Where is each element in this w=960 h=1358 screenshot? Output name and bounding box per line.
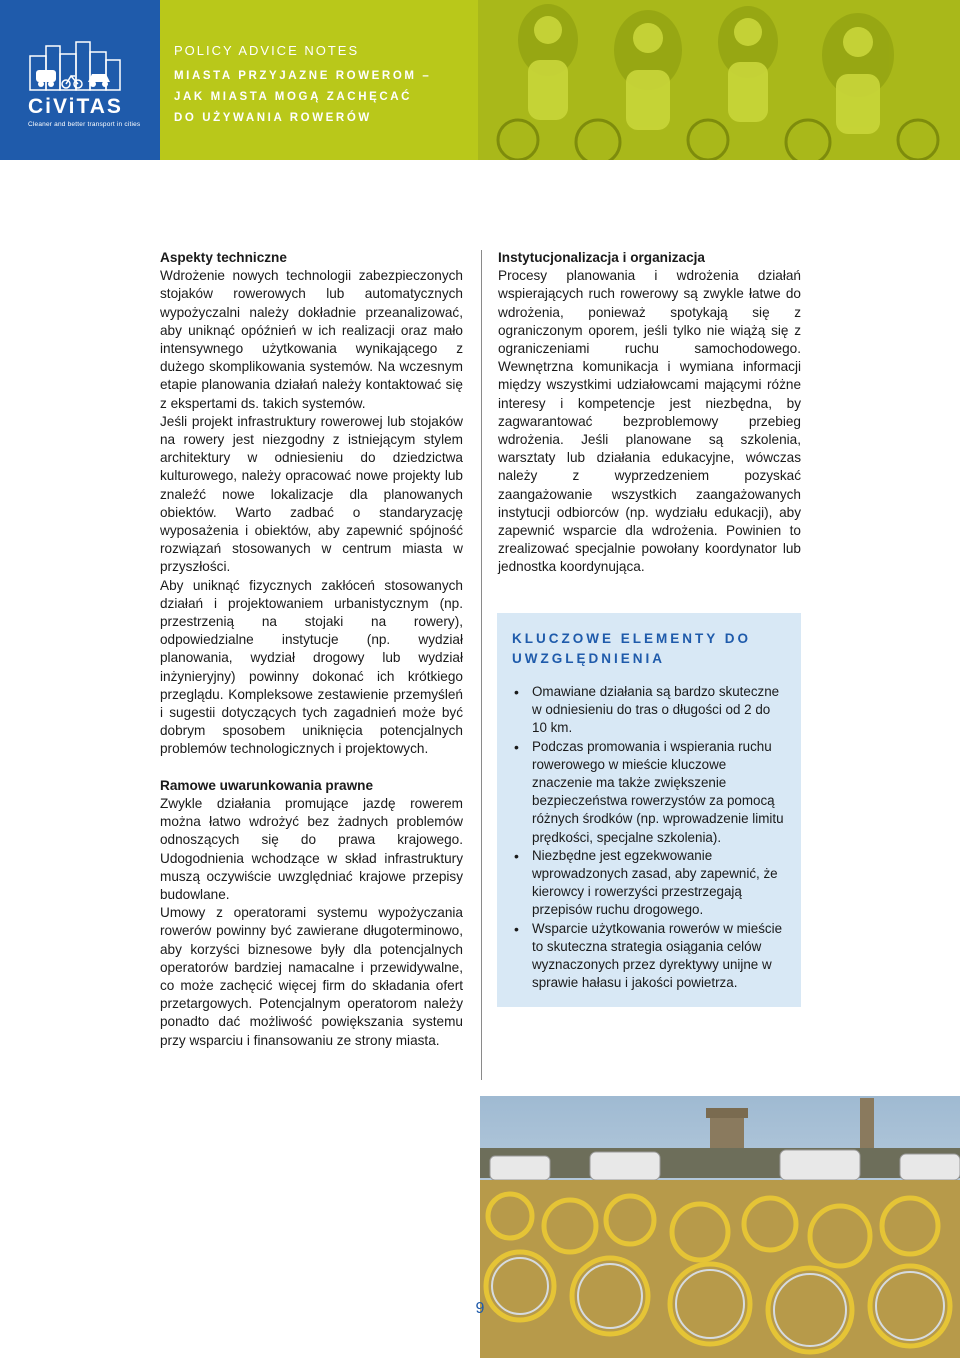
bicycle-rack-photo [480,1096,960,1358]
list-item: • Omawiane działania są bardzo skuteczne w odniesieniu do tras o długości od 2 do 10 km. [512,683,787,738]
logo-tagline: Cleaner and better transport in cities [28,121,141,128]
header-title-line: JAK MIASTA MOGĄ ZACHĘCAĆ [174,91,413,103]
section-heading-legal: Ramowe uwarunkowania prawne [160,777,374,793]
key-elements-list [512,683,787,992]
section-heading-technical: Aspekty techniczne [160,250,287,265]
column-divider [481,250,482,1080]
header-title [174,66,431,129]
paragraph: Umowy z operatorami systemu wypożyczania rowerów powinny być zawierane długoterminowo, aby korzyści biznesowe były dla potencjalnych operatorów bardziej namacalne i przewidywalne, co może zachęcić więcej firm do składania ofert przetargowych. Potencjalnym operatorom należy ponadto dać możliwość powiększania systemu przy wsparciu i finansowaniu ze strony miasta. [160,905,463,1048]
paragraph: Wdrożenie nowych technologii zabezpieczonych stojaków rowerowych lub automatycznych wypożyczalni należy dokładnie przeanalizować, aby uniknąć opóźnień w ich realizacji oraz mało intensywnego użytkowania wynikającego z dużego skomplikowania systemów. Na wczesnym etapie planowania działań należy kontaktować się z ekspertami ds. takich systemów. [160,268,463,411]
list-item: • Wsparcie użytkowania rowerów w mieście to skuteczna strategia osiągania celów wyznaczonych przez dyrektywy unijne w sprawie hałasu i jakości powietrza. [512,920,787,993]
paragraph: Jeśli projekt infrastruktury rowerowej lub stojaków na rowery jest niezgodny z istniejącym stylem architektury w odniesieniu do dziedzictwa kulturowego, należy opracować nowe projekty lub znaleźć nowe lokalizacje dla planowanych obiektów. Warto zadbać o standaryzację wyposażenia i obiektów, aby zapewnić spójność rozwiązań stosowanych w centrum miasta w przyszłości. [160,413,463,575]
left-column [160,249,463,1050]
header-title-line: DO UŻYWANIA ROWERÓW [174,112,372,124]
paragraph: Aby uniknąć fizycznych zakłóceń stosowanych działań i projektowaniem urbanistycznym (np. przestrzenią na stojaki na rowery), odpowiedzialne instytucje (np. wydział planowania, wydział drogowy lub wydział inżynieryjny) powinny dokonać ich krótkiego przeglądu. Kompleksowe zestawienie przemyśleń i sugestii dotyczących tych zagadnień może być dobrym sposobem uniknięcia potencjalnych problemów technologicznych i projektowych. [160,577,463,757]
list-item: • Niezbędne jest egzekwowanie wprowadzonych zasad, aby zapewnić, że kierowcy i rowerzyści przestrzegają przepisów ruchu drogowego. [512,847,787,920]
logo-wordmark: CiViTAS [28,95,123,118]
section-heading-institutional: Instytucjonalizacja i organizacja [498,250,705,265]
city-skyline-icon [20,40,130,92]
paragraph: Zwykle działania promujące jazdę rowerem można łatwo wdrożyć bez żadnych problemów odnoszących się do prawa krajowego. Udogodnienia wchodzące w skład infrastruktury muszą oczywiście uwzględniać krajowe przepisy budowlane. [160,795,463,902]
right-column [498,249,801,577]
key-elements-title [512,629,792,669]
key-elements-title-line: KLUCZOWE ELEMENTY DO [512,631,752,646]
page-number: 9 [475,1300,485,1317]
key-elements-box [497,613,801,1007]
paragraph: Procesy planowania i wdrożenia działań wspierających ruch rowerowy są zwykle łatwe do wdrożenia, ponieważ spotykają się z ograniczonym oporem, jeśli tylko nie wiążą się z ograniczeniami ruchu samochodowego. Wewnętrzna komunikacja i wymiana informacji między wszystkimi udziałowcami mającymi różne interesy i kompetencje jest niezbędna, by zagwarantować bezproblemowy przebieg wdrożenia. Jeśli planowane są szkolenia, warsztaty lub działania edukacyjne, wówczas należy z wyprzedzeniem pozyskać zaangażowanie wszystkich zaangażowanych instytucji odbiorców (np. wydziału edukacji), aby zapewnić wsparcie dla wdrożenia. Powinien to zrealizować specjalnie powołany koordynator lub jednostka koordynująca. [498,268,801,575]
key-elements-title-line: UWZGLĘDNIENIA [512,651,665,666]
header-title-line: MIASTA PRZYJAZNE ROWEROM – [174,70,432,82]
cyclists-photo [478,0,960,160]
civitas-logo [0,0,160,160]
list-item: • Podczas promowania i wspierania ruchu rowerowego w mieście kluczowe znaczenie ma także zwiększenie bezpieczeństwa rowerzystów za pomocą różnych środków (np. wprowadzenie limitu prędkości, specjalne szkolenia). [512,738,787,847]
series-label: POLICY ADVICE NOTES [174,43,360,58]
header-banner [0,0,960,160]
